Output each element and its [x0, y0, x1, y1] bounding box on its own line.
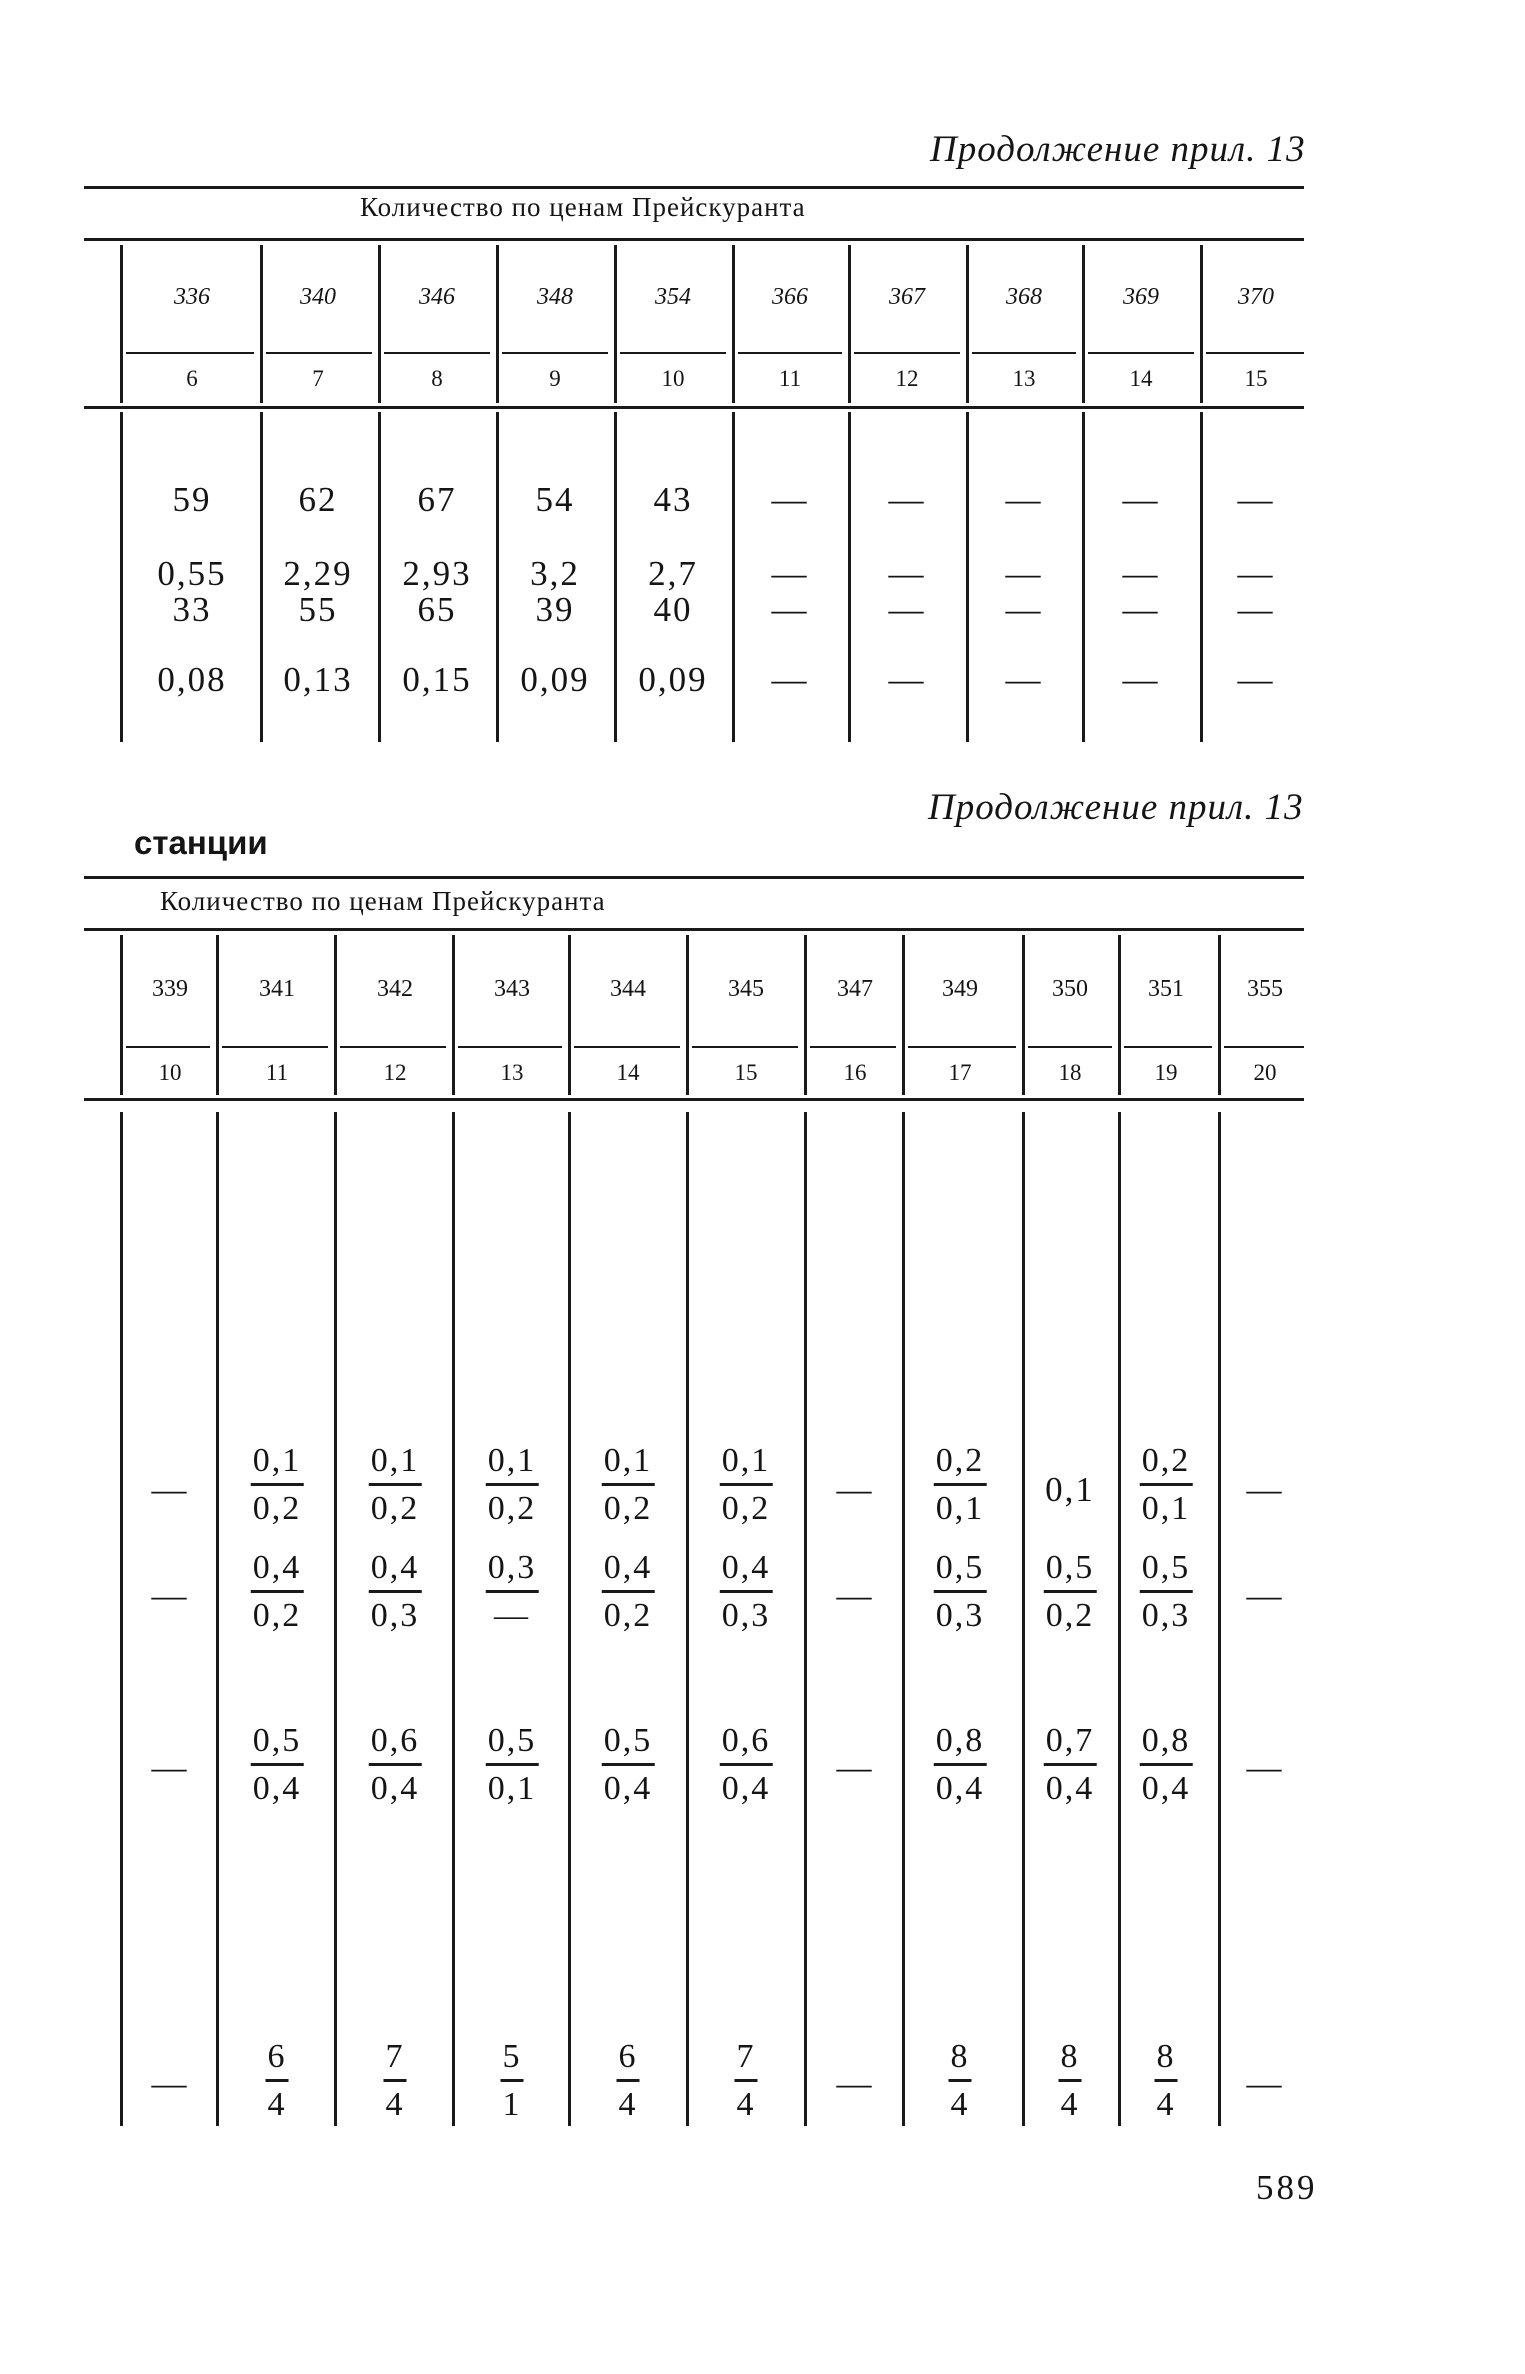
table2-fraction	[486, 1551, 539, 1633]
table1-cell: —	[1122, 660, 1160, 699]
table2-fraction	[1059, 2040, 1082, 2122]
fraction-numerator: 0,3	[486, 1551, 539, 1593]
table1-column-index: 8	[431, 366, 443, 391]
table1-column-code: 346	[419, 284, 455, 310]
table1-body-divider	[378, 412, 381, 742]
table1-column-index: 12	[895, 366, 919, 391]
table1-subheader-rule	[1206, 352, 1304, 354]
fraction-denominator: 4	[1060, 2086, 1080, 2123]
table1-cell: 67	[417, 480, 457, 519]
table2-fraction	[384, 2040, 407, 2122]
table2-fraction	[720, 1444, 773, 1526]
table2-column-index: 12	[383, 1060, 407, 1085]
table1-subheader-rule	[502, 352, 608, 354]
fraction-numerator: 7	[735, 2040, 758, 2082]
table1-cell: —	[1005, 590, 1043, 629]
table2-fraction	[934, 1724, 987, 1806]
table2-body-rule	[84, 1098, 1304, 1101]
table1-header-divider	[1082, 245, 1085, 403]
fraction-numerator: 0,5	[602, 1724, 655, 1766]
table1-cell: —	[1005, 554, 1043, 593]
table2-subheader-rule	[222, 1046, 328, 1048]
table2-fraction	[720, 1724, 773, 1806]
table2-fraction	[1140, 1551, 1193, 1633]
table1-body-divider	[1082, 412, 1085, 742]
table1-cell: —	[1237, 660, 1275, 699]
fraction-numerator: 0,5	[486, 1724, 539, 1766]
table1-header-divider	[1200, 245, 1203, 403]
fraction-denominator: 4	[267, 2086, 287, 2123]
table2-subheader-rule	[458, 1046, 562, 1048]
fraction-denominator: 0,4	[252, 1770, 302, 1807]
table2-body-divider	[1218, 1112, 1221, 2126]
fraction-numerator: 0,8	[934, 1724, 987, 1766]
table1-cell: 62	[298, 480, 338, 519]
fraction-numerator: 8	[1155, 2040, 1178, 2082]
fraction-numerator: 0,6	[369, 1724, 422, 1766]
table1-column-code: 366	[772, 284, 808, 310]
table2-subheader-rule	[1028, 1046, 1112, 1048]
table2-column-code: 350	[1052, 976, 1088, 1002]
fraction-numerator: 0,5	[1140, 1551, 1193, 1593]
table2-fraction	[501, 2040, 524, 2122]
fraction-denominator: 0,1	[935, 1490, 985, 1527]
table2-header-divider	[452, 935, 455, 1095]
fraction-numerator: 7	[384, 2040, 407, 2082]
table2-column-index: 13	[500, 1060, 524, 1085]
table2-fraction	[251, 1551, 304, 1633]
table1-body-divider	[966, 412, 969, 742]
table2-column-index: 10	[158, 1060, 182, 1085]
fraction-denominator: 0,4	[721, 1770, 771, 1807]
table1-cell: 2,29	[283, 554, 353, 593]
table1-header-divider	[120, 245, 123, 403]
table2-column-code: 339	[152, 976, 188, 1002]
table1-body-divider	[260, 412, 263, 742]
fraction-numerator: 5	[501, 2040, 524, 2082]
table2-fraction	[602, 1444, 655, 1526]
fraction-numerator: 8	[1059, 2040, 1082, 2082]
table1-header-divider	[614, 245, 617, 403]
table2-column-index: 18	[1058, 1060, 1082, 1085]
fraction-numerator: 8	[949, 2040, 972, 2082]
fraction-denominator: 0,2	[487, 1490, 537, 1527]
table1-group-header: Количество по ценам Прейскуранта	[360, 192, 806, 222]
table2-subheader-rule	[1224, 1046, 1304, 1048]
table2-subheader-rule	[1124, 1046, 1212, 1048]
table2-column-code: 341	[259, 976, 295, 1002]
table2-column-code: 347	[837, 976, 873, 1002]
table1-cell: —	[1005, 480, 1043, 519]
table1-column-index: 7	[312, 366, 324, 391]
table2-fraction	[735, 2040, 758, 2122]
table1-cell: 59	[172, 480, 212, 519]
fraction-denominator: 0,4	[1141, 1770, 1191, 1807]
table1-cell: 0,08	[157, 660, 227, 699]
table2-body-divider	[334, 1112, 337, 2126]
table2-header-divider	[902, 935, 905, 1095]
fraction-numerator: 0,1	[602, 1444, 655, 1486]
table1-subheader-rule	[620, 352, 726, 354]
table2-fraction	[266, 2040, 289, 2122]
fraction-denominator: —	[494, 1597, 530, 1634]
table2-fraction	[369, 1551, 422, 1633]
table2-header-rule	[84, 928, 1304, 931]
table2-cell: —	[836, 2064, 874, 2103]
table1-cell: 0,15	[402, 660, 472, 699]
table2-fraction	[1140, 1444, 1193, 1526]
table1-caption: Продолжение прил. 13	[930, 129, 1306, 170]
table1-subheader-rule	[126, 352, 254, 354]
table2-fraction	[251, 1724, 304, 1806]
table2-column-code: 343	[494, 976, 530, 1002]
fraction-numerator: 0,4	[369, 1551, 422, 1593]
table2-column-index: 16	[843, 1060, 867, 1085]
fraction-numerator: 0,8	[1140, 1724, 1193, 1766]
table1-cell: 40	[653, 590, 693, 629]
table1-cell: —	[771, 590, 809, 629]
table1-cell: —	[1122, 480, 1160, 519]
table1-cell: 54	[535, 480, 575, 519]
fraction-denominator: 4	[1156, 2086, 1176, 2123]
table1-cell: 43	[653, 480, 693, 519]
table2-column-index: 17	[948, 1060, 972, 1085]
table2-cell: —	[836, 1748, 874, 1787]
table2-subheader-rule	[692, 1046, 798, 1048]
fraction-numerator: 0,5	[1044, 1551, 1097, 1593]
table1-header-divider	[260, 245, 263, 403]
fraction-numerator: 0,4	[720, 1551, 773, 1593]
table2-top-rule	[84, 876, 1304, 879]
table2-column-code: 345	[728, 976, 764, 1002]
table2-cell: —	[151, 1748, 189, 1787]
table2-fraction	[720, 1551, 773, 1633]
table1-cell: 3,2	[530, 554, 580, 593]
table2-column-code: 344	[610, 976, 646, 1002]
table2-body-divider	[1118, 1112, 1121, 2126]
fraction-numerator: 6	[266, 2040, 289, 2082]
fraction-denominator: 0,3	[1141, 1597, 1191, 1634]
table2-header-divider	[804, 935, 807, 1095]
table1-column-index: 6	[186, 366, 198, 391]
table2-caption: Продолжение прил. 13	[928, 787, 1304, 828]
fraction-denominator: 4	[618, 2086, 638, 2123]
table1-body-divider	[120, 412, 123, 742]
table1-column-code: 354	[655, 284, 691, 310]
table1-cell: 0,13	[283, 660, 353, 699]
table1-subheader-rule	[384, 352, 490, 354]
table1-body-divider	[614, 412, 617, 742]
table1-column-index: 10	[661, 366, 685, 391]
table2-header-divider	[686, 935, 689, 1095]
table1-column-code: 369	[1123, 284, 1159, 310]
table2-column-index: 19	[1154, 1060, 1178, 1085]
table1-column-code: 336	[174, 284, 210, 310]
table1-subheader-rule	[854, 352, 960, 354]
table2-body-divider	[902, 1112, 905, 2126]
fraction-numerator: 0,7	[1044, 1724, 1097, 1766]
table1-cell: 39	[535, 590, 575, 629]
table2-header-divider	[1118, 935, 1121, 1095]
table2-fraction	[602, 1724, 655, 1806]
table1-cell: —	[1237, 590, 1275, 629]
fraction-denominator: 1	[502, 2086, 522, 2123]
table2-cell: —	[1246, 1748, 1284, 1787]
fraction-denominator: 0,2	[252, 1490, 302, 1527]
table2-fraction	[949, 2040, 972, 2122]
table1-column-code: 368	[1006, 284, 1042, 310]
table1-column-index: 15	[1244, 366, 1268, 391]
table2-header-divider	[1022, 935, 1025, 1095]
fraction-numerator: 0,4	[602, 1551, 655, 1593]
table2-column-code: 349	[942, 976, 978, 1002]
table1-header-divider	[966, 245, 969, 403]
fraction-denominator: 0,2	[370, 1490, 420, 1527]
table1-column-code: 370	[1238, 284, 1274, 310]
fraction-numerator: 0,6	[720, 1724, 773, 1766]
table2-body-divider	[686, 1112, 689, 2126]
fraction-denominator: 0,2	[252, 1597, 302, 1634]
table1-cell: —	[771, 554, 809, 593]
table2-fraction	[617, 2040, 640, 2122]
fraction-denominator: 0,1	[1141, 1490, 1191, 1527]
table1-cell: —	[888, 660, 926, 699]
table1-column-code: 340	[300, 284, 336, 310]
table2-cell: —	[836, 1576, 874, 1615]
fraction-numerator: 0,5	[934, 1551, 987, 1593]
table2-subheader-rule	[810, 1046, 896, 1048]
table1-column-index: 13	[1012, 366, 1036, 391]
table1-top-rule	[84, 186, 1304, 189]
table1-cell: 2,7	[648, 554, 698, 593]
table1-header-divider	[848, 245, 851, 403]
table2-column-index: 15	[734, 1060, 758, 1085]
table1-cell: 0,55	[157, 554, 227, 593]
table2-fraction	[1140, 1724, 1193, 1806]
table2-header-divider	[568, 935, 571, 1095]
table1-column-index: 14	[1129, 366, 1153, 391]
table1-cell: 0,09	[638, 660, 708, 699]
table1-cell: 33	[172, 590, 212, 629]
fraction-denominator: 4	[736, 2086, 756, 2123]
table2-cell: —	[151, 1470, 189, 1509]
table2-cell: —	[151, 1576, 189, 1615]
table1-subheader-rule	[266, 352, 372, 354]
table2-subheader-rule	[908, 1046, 1016, 1048]
fraction-denominator: 0,1	[487, 1770, 537, 1807]
table2-fraction	[1044, 1724, 1097, 1806]
table2-header-divider	[216, 935, 219, 1095]
table2-body-divider	[216, 1112, 219, 2126]
fraction-numerator: 0,2	[1140, 1444, 1193, 1486]
table2-subheader-rule	[340, 1046, 446, 1048]
fraction-denominator: 0,3	[721, 1597, 771, 1634]
table1-header-rule	[84, 238, 1304, 241]
table2-fraction	[602, 1551, 655, 1633]
table2-cell: —	[151, 2064, 189, 2103]
table2-subheader-rule	[126, 1046, 210, 1048]
table2-column-index: 14	[616, 1060, 640, 1085]
table2-cell: —	[836, 1470, 874, 1509]
table1-column-index: 11	[778, 366, 802, 391]
table2-cell: 0,1	[1045, 1470, 1095, 1509]
table1-subheader-rule	[1088, 352, 1194, 354]
table2-fraction	[1044, 1551, 1097, 1633]
table2-heading: станции	[134, 824, 268, 861]
table2-fraction	[486, 1724, 539, 1806]
table1-body-rule	[84, 406, 1304, 409]
table2-fraction	[934, 1551, 987, 1633]
fraction-numerator: 0,1	[369, 1444, 422, 1486]
table2-body-divider	[804, 1112, 807, 2126]
table1-body-divider	[1200, 412, 1203, 742]
table1-cell: —	[1122, 590, 1160, 629]
fraction-numerator: 0,2	[934, 1444, 987, 1486]
table2-column-index: 20	[1253, 1060, 1277, 1085]
table1-header-divider	[378, 245, 381, 403]
table1-column-code: 367	[889, 284, 925, 310]
table1-subheader-rule	[738, 352, 842, 354]
fraction-denominator: 0,3	[935, 1597, 985, 1634]
table2-body-divider	[1022, 1112, 1025, 2126]
fraction-denominator: 0,2	[721, 1490, 771, 1527]
table2-cell: —	[1246, 1470, 1284, 1509]
table2-column-index: 11	[265, 1060, 289, 1085]
table2-body-divider	[568, 1112, 571, 2126]
table2-header-divider	[120, 935, 123, 1095]
fraction-numerator: 0,4	[251, 1551, 304, 1593]
fraction-denominator: 0,4	[603, 1770, 653, 1807]
table1-cell: —	[1237, 554, 1275, 593]
fraction-denominator: 0,3	[370, 1597, 420, 1634]
table1-cell: —	[1237, 480, 1275, 519]
table1-cell: 0,09	[520, 660, 590, 699]
table1-column-index: 9	[549, 366, 561, 391]
fraction-numerator: 0,5	[251, 1724, 304, 1766]
table1-cell: —	[888, 590, 926, 629]
table1-cell: —	[1122, 554, 1160, 593]
table1-cell: —	[771, 480, 809, 519]
table2-body-divider	[452, 1112, 455, 2126]
fraction-denominator: 4	[385, 2086, 405, 2123]
table1-body-divider	[496, 412, 499, 742]
fraction-denominator: 0,2	[603, 1490, 653, 1527]
fraction-numerator: 0,1	[486, 1444, 539, 1486]
fraction-numerator: 6	[617, 2040, 640, 2082]
table2-cell: —	[1246, 1576, 1284, 1615]
fraction-denominator: 0,4	[935, 1770, 985, 1807]
fraction-numerator: 0,1	[720, 1444, 773, 1486]
table1-header-divider	[496, 245, 499, 403]
table1-body-divider	[732, 412, 735, 742]
table1-cell: —	[888, 554, 926, 593]
table1-column-code: 348	[537, 284, 573, 310]
table2-subheader-rule	[574, 1046, 680, 1048]
table1-cell: 2,93	[402, 554, 472, 593]
fraction-numerator: 0,1	[251, 1444, 304, 1486]
table1-cell: —	[771, 660, 809, 699]
table1-body-divider	[848, 412, 851, 742]
table2-fraction	[1155, 2040, 1178, 2122]
table1-subheader-rule	[972, 352, 1076, 354]
table1-header-divider	[732, 245, 735, 403]
table2-column-code: 355	[1247, 976, 1283, 1002]
table2-fraction	[369, 1444, 422, 1526]
table1-cell: 55	[298, 590, 338, 629]
table2-cell: —	[1246, 2064, 1284, 2103]
table1-cell: —	[888, 480, 926, 519]
table2-column-code: 351	[1148, 976, 1184, 1002]
fraction-denominator: 0,4	[1045, 1770, 1095, 1807]
fraction-denominator: 0,4	[370, 1770, 420, 1807]
table2-column-code: 342	[377, 976, 413, 1002]
table2-group-header: Количество по ценам Прейскуранта	[160, 886, 606, 916]
page-number: 589	[1256, 2168, 1318, 2207]
fraction-denominator: 0,2	[1045, 1597, 1095, 1634]
table1-cell: 65	[417, 590, 457, 629]
table2-fraction	[369, 1724, 422, 1806]
table2-header-divider	[334, 935, 337, 1095]
table2-fraction	[486, 1444, 539, 1526]
table2-header-divider	[1218, 935, 1221, 1095]
table1-cell: —	[1005, 660, 1043, 699]
fraction-denominator: 4	[950, 2086, 970, 2123]
table2-body-divider	[120, 1112, 123, 2126]
table2-fraction	[934, 1444, 987, 1526]
fraction-denominator: 0,2	[603, 1597, 653, 1634]
table2-fraction	[251, 1444, 304, 1526]
